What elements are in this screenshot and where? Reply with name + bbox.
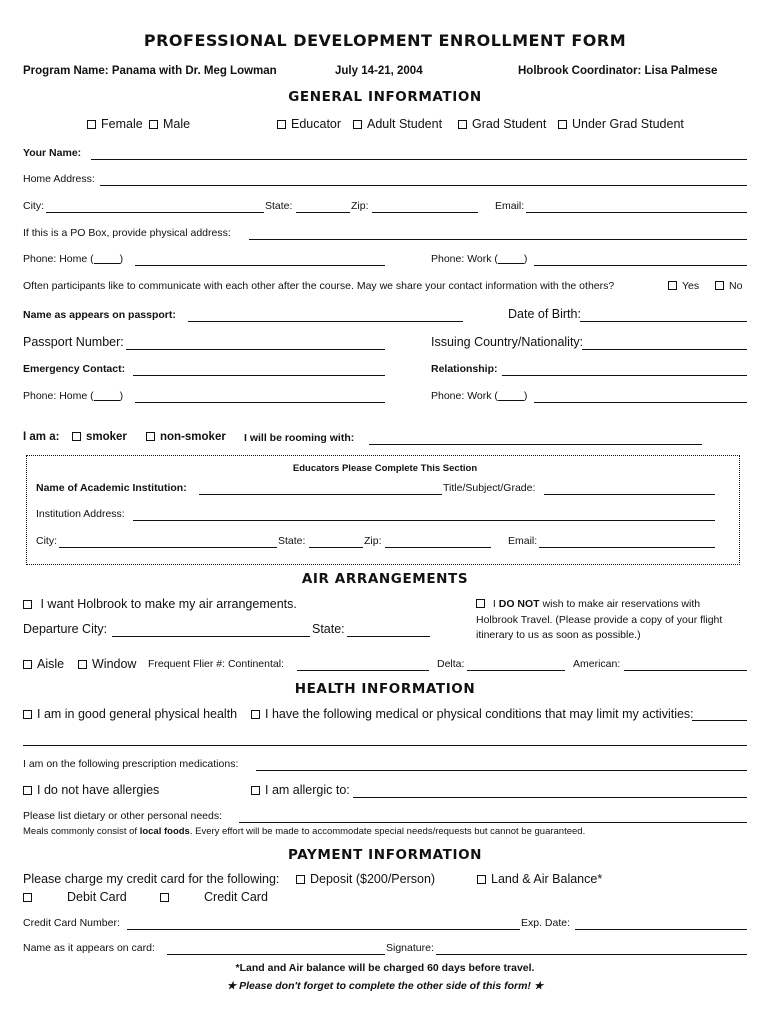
exp-date-field[interactable] [575,929,747,930]
work-area-code-field[interactable] [498,253,524,264]
inst-city-field[interactable] [59,547,277,548]
exp-date-label: Exp. Date: [521,917,571,929]
do-not-line3: itinerary to us as soon as possible.) [476,629,641,641]
rooming-label: I will be rooming with: [244,432,355,444]
checkbox-icon[interactable] [251,786,260,795]
payment-heading: PAYMENT INFORMATION [287,847,483,863]
air-heading: AIR ARRANGEMENTS [301,571,469,587]
your-name-field[interactable] [91,159,747,160]
institution-address-label: Institution Address: [36,508,125,520]
charge-label: Please charge my credit card for the following: [23,872,280,886]
home-area-code-field[interactable] [94,253,120,264]
state-field[interactable] [296,212,350,213]
educators-heading: Educators Please Complete This Section [292,463,478,474]
delta-field[interactable] [467,670,565,671]
checkbox-icon[interactable] [458,120,467,129]
smoker-option[interactable]: smoker [72,431,127,443]
passport-name-field[interactable] [188,321,463,322]
aisle-option[interactable]: Aisle [23,657,64,671]
checkbox-icon[interactable] [23,710,32,719]
home-address-field[interactable] [100,185,747,186]
name-on-card-label: Name as it appears on card: [23,942,155,954]
undergrad-option[interactable]: Under Grad Student [558,117,684,131]
do-not-option[interactable]: I DO NOT wish to make air reservations with [476,598,700,610]
passport-number-label: Passport Number: [23,335,124,349]
checkbox-icon[interactable] [476,599,485,608]
allergic-option[interactable]: I am allergic to: [251,783,350,797]
frequent-flier-label: Frequent Flier #: Continental: [148,658,284,670]
program-dates: July 14-21, 2004 [335,65,423,77]
checkbox-icon[interactable] [23,600,32,609]
nonsmoker-option[interactable]: non-smoker [146,431,226,443]
checkbox-icon[interactable] [668,281,677,290]
deposit-option[interactable]: Deposit ($200/Person) [296,872,435,886]
physical-address-field[interactable] [249,239,747,240]
checkbox-icon[interactable] [78,660,87,669]
inst-state-label: State: [278,535,306,547]
meals-note: Meals commonly consist of local foods. Every effort will be made to accommodate special needs/requests but cannot be guaranteed. [23,826,586,837]
rooming-field[interactable] [369,444,702,445]
checkbox-icon[interactable] [149,120,158,129]
dob-field[interactable] [580,321,747,322]
passport-name-label: Name as appears on passport: [23,309,176,321]
holbrook-air-option[interactable]: I want Holbrook to make my air arrangements. [23,597,297,611]
coordinator: Holbrook Coordinator: Lisa Palmese [518,65,718,77]
program-name: Program Name: Panama with Dr. Meg Lowman [23,65,277,77]
cc-number-label: Credit Card Number: [23,917,120,929]
issuing-country-field[interactable] [582,349,747,350]
inst-city-label: City: [36,535,57,547]
debit-card-option[interactable]: Debit Card [23,890,127,904]
email-field[interactable] [526,212,747,213]
do-not-line2: Holbrook Travel. (Please provide a copy of your flight [476,614,723,626]
conditions-option[interactable]: I have the following medical or physical conditions that may limit my activities: [251,707,694,721]
checkbox-icon[interactable] [87,120,96,129]
american-field[interactable] [624,670,747,671]
signature-field[interactable] [436,954,747,955]
issuing-country-label: Issuing Country/Nationality: [431,335,584,349]
good-health-option[interactable]: I am in good general physical health [23,707,237,721]
institution-address-field[interactable] [133,520,715,521]
signature-label: Signature: [386,942,434,954]
relationship-label: Relationship: [431,363,498,375]
dob-label: Date of Birth: [508,307,581,321]
reminder: ★ Please don't forget to complete the other side of this form! ★ [226,980,544,992]
dietary-label: Please list dietary or other personal needs: [23,810,223,822]
phone-work-label: Phone: Work ( ) [431,253,528,265]
emergency-phone-home-label: Phone: Home ( ) [23,390,124,402]
checkbox-icon[interactable] [353,120,362,129]
checkbox-icon[interactable] [558,120,567,129]
delta-label: Delta: [437,658,465,670]
conditions-field[interactable] [692,720,747,721]
i-am-label: I am a: [23,431,60,443]
phone-home-label: Phone: Home ( ) [23,253,124,265]
phone-home-field[interactable] [135,265,385,266]
phone-work-field[interactable] [534,265,747,266]
zip-field[interactable] [372,212,478,213]
passport-number-field[interactable] [126,349,385,350]
male-option[interactable]: Male [149,117,190,131]
name-on-card-field[interactable] [167,954,385,955]
zip-label: Zip: [351,200,369,212]
star-icon: ★ [533,980,544,992]
general-heading: GENERAL INFORMATION [288,89,482,105]
window-option[interactable]: Window [78,657,136,671]
continental-field[interactable] [297,670,429,671]
american-label: American: [573,658,621,670]
inst-state-field[interactable] [309,547,363,548]
departure-city-field[interactable] [112,636,310,637]
emergency-phone-home-field[interactable] [135,402,385,403]
emergency-phone-work-field[interactable] [534,402,747,403]
credit-card-option[interactable]: Credit Card [160,890,268,904]
inst-email-label: Email: [508,535,538,547]
checkbox-icon[interactable] [277,120,286,129]
title-subject-field[interactable] [544,494,715,495]
share-yes-option[interactable]: Yes [668,280,699,292]
checkbox-icon[interactable] [715,281,724,290]
form-title: PROFESSIONAL DEVELOPMENT ENROLLMENT FORM [143,31,627,50]
share-question: Often participants like to communicate with each other after the course. May we share your contact information with the others? [23,280,615,292]
female-option[interactable]: Female [87,117,143,131]
emergency-contact-field[interactable] [133,375,385,376]
email-label: Email: [495,200,525,212]
adult-student-option[interactable]: Adult Student [353,117,442,131]
educator-option[interactable]: Educator [277,117,341,131]
checkbox-icon[interactable] [146,432,155,441]
city-label: City: [23,200,44,212]
medications-label: I am on the following prescription medications: [23,758,239,770]
title-subject-label: Title/Subject/Grade: [443,482,536,494]
allergies-field[interactable] [353,797,747,798]
relationship-field[interactable] [502,375,747,376]
po-box-label: If this is a PO Box, provide physical address: [23,227,231,239]
no-allergies-option[interactable]: I do not have allergies [23,783,159,797]
state-label: State: [265,200,293,212]
land-air-option[interactable]: Land & Air Balance* [477,872,602,886]
checkbox-icon[interactable] [477,875,486,884]
checkbox-icon[interactable] [72,432,81,441]
home-address-label: Home Address: [23,173,95,185]
checkbox-icon[interactable] [160,893,169,902]
emergency-phone-work-label: Phone: Work ( ) [431,390,528,402]
departure-state-field[interactable] [347,636,430,637]
institution-label: Name of Academic Institution: [36,482,187,494]
emergency-work-area-code-field[interactable] [498,390,524,401]
inst-email-field[interactable] [539,547,715,548]
balance-note: *Land and Air balance will be charged 60 days before travel. [235,962,535,974]
checkbox-icon[interactable] [23,786,32,795]
inst-zip-field[interactable] [385,547,491,548]
inst-zip-label: Zip: [364,535,382,547]
checkbox-icon[interactable] [23,660,32,669]
city-field[interactable] [46,212,264,213]
departure-city-label: Departure City: [23,622,108,636]
cc-number-field[interactable] [127,929,520,930]
medications-field[interactable] [256,770,747,771]
health-heading: HEALTH INFORMATION [294,681,476,697]
checkbox-icon[interactable] [296,875,305,884]
your-name-label: Your Name: [23,147,82,159]
checkbox-icon[interactable] [23,893,32,902]
share-no-option[interactable]: No [715,280,742,292]
emergency-contact-label: Emergency Contact: [23,363,126,375]
star-icon: ★ [226,980,237,992]
dietary-field[interactable] [239,822,747,823]
conditions-field-line2[interactable] [23,745,747,746]
emergency-home-area-code-field[interactable] [94,390,120,401]
grad-student-option[interactable]: Grad Student [458,117,546,131]
checkbox-icon[interactable] [251,710,260,719]
institution-field[interactable] [199,494,442,495]
departure-state-label: State: [312,622,345,636]
